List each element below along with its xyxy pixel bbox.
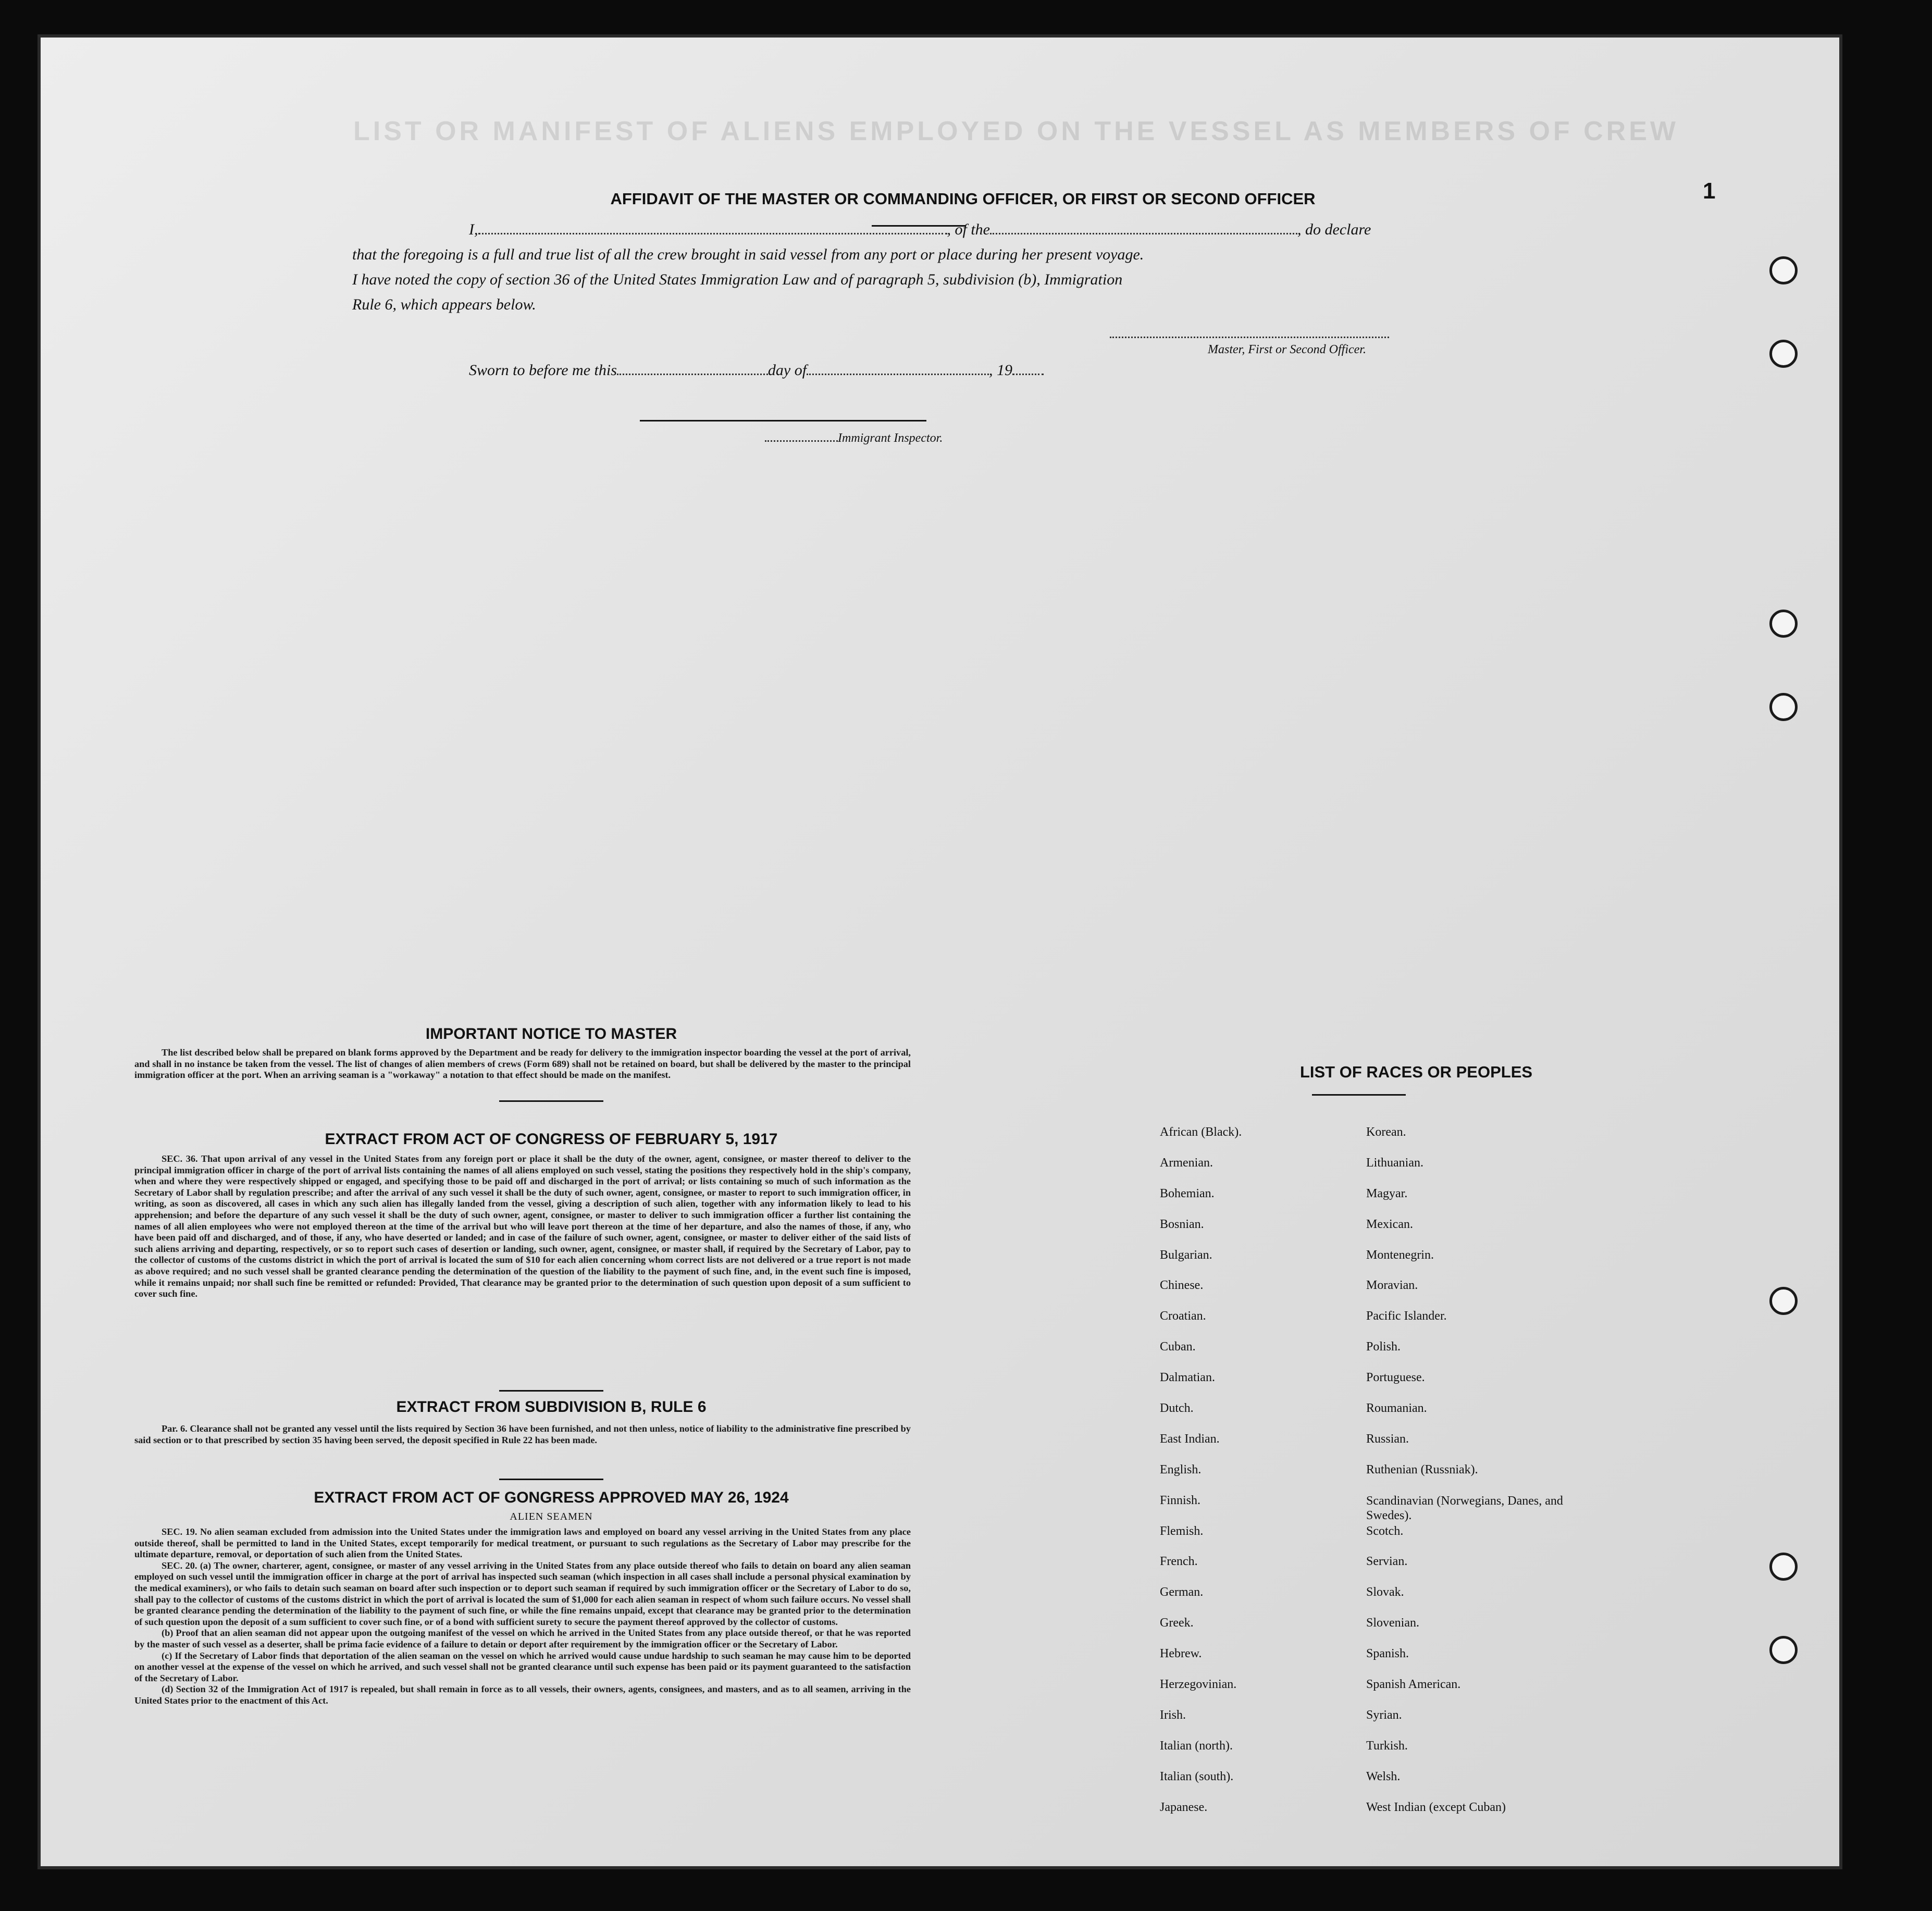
race-item: Chinese. [1160,1279,1204,1293]
races-title: LIST OF RACES OR PEOPLES [1299,1063,1533,1081]
section-divider [499,1100,603,1102]
sec-20a-paragraph: SEC. 20. (a) The owner, charterer, agent, consignee, or master of any vessel arriving in the United States from any place outside thereof who fails to detain on board any alien seaman employed on such vessel until the immigration officer in charge at the port of arrival has inspected such seaman (which inspection in all cases shall include a personal physical examination by the medical examiners), or who fails to detain such seaman on board after such inspection or to deport such seaman if required by such immigration officer or the Secretary of Labor to do so, shall pay to the collector of customs of the customs district in which the port of arrival is located the sum of $1,000 for each alien seaman in respect of whom such failure occurs. No vessel shall be granted clearance pending the determination of the liability to the payment of such fine, or while the fine remains unpaid, except that clearance may be granted prior to the determination of such question upon the deposit of a sum sufficient to cover such fine, or of a bond with sufficient surety to secure the payment thereof approved by the collector of customs. [134,1560,911,1627]
section-divider [499,1479,603,1480]
race-item: Turkish. [1366,1739,1408,1753]
sec-20b-paragraph: (b) Proof that an alien seaman did not appear upon the outgoing manifest of the vessel on which he arrived in the United States from any place outside thereof, or that he was reported by the master of such vessel as a deserter, shall be prima facie evidence of a failure to detain or deport after requirement by the immigration officer or the Secretary of Labor. [134,1628,911,1649]
affidavit-line-3: I have noted the copy of section 36 of the United States Immigration Law and of paragraph 5, subdivision (b), Immigration [352,271,1123,288]
race-item: Croatian. [1160,1309,1206,1323]
race-item: Bulgarian. [1160,1248,1212,1262]
sworn-year-blank[interactable] [1012,374,1044,375]
rule6-paragraph: Par. 6. Clearance shall not be granted any vessel until the lists required by Section 36 have been furnished, and not then unless, notice of liability to the administrative fine prescribed by said section or to that prescribed by section 35 having been served, the deposit specified in Rule 22 has been made. [134,1423,911,1445]
race-item: Bohemian. [1160,1186,1215,1200]
race-item: East Indian. [1160,1432,1220,1446]
race-item: Spanish American. [1366,1678,1461,1692]
races-column-2 [1366,1125,1564,1831]
race-item: Bosnian. [1160,1217,1204,1231]
race-item: Flemish. [1160,1524,1204,1538]
notice-paragraph: The list described below shall be prepared on blank forms approved by the Department and be ready for delivery to the immigration inspector boarding the vessel at the port of arrival, and shall in no instance be taken from the vessel. The list of changes of alien members of crews (Form 689) shall not be retained on board, but shall be delivered by the master to the principal immigration officer at the port. When an arriving seaman is a "workaway" a notation to that effect should be made on the manifest. [134,1047,911,1081]
vessel-name-blank[interactable] [990,233,1297,234]
race-item: Finnish. [1160,1493,1201,1507]
race-item: Roumanian. [1366,1401,1427,1416]
sec-19-paragraph: SEC. 19. No alien seaman excluded from admission into the United States under the immigration laws and employed on board any vessel arriving in the United States from any place outside thereof, shall be permitted to land in the United States, except temporarily for medical treatment, or pursuant to such regulations as the Secretary of Labor may prescribe for the ultimate departure, removal, or deportation of such alien from the United States. [134,1527,911,1560]
affidavit-title: AFFIDAVIT OF THE MASTER OR COMMANDING OFFICER, OR FIRST OR SECOND OFFICER [610,190,1316,208]
extract-1924-text [134,1527,911,1707]
race-item: Slovenian. [1366,1616,1419,1630]
affidavit-line-2: that the foregoing is a full and true list of all the crew brought in said vessel from any port or place during her present voyage. [352,246,1144,263]
bleed-through-header: LIST OR MANIFEST OF ALIENS EMPLOYED ON THE VESSEL AS MEMBERS OF CREW [353,116,1679,146]
race-item: Italian (south). [1160,1769,1234,1783]
sworn-month-blank[interactable] [807,374,989,375]
race-item: Hebrew. [1160,1647,1202,1661]
rule6-text [134,1423,911,1446]
section-divider [499,1390,603,1392]
binder-hole-icon [1769,340,1798,368]
race-item: Lithuanian. [1366,1156,1423,1170]
affidavit-line-4: Rule 6, which appears below. [352,296,536,313]
race-item: English. [1160,1462,1202,1476]
race-item: Slovak. [1366,1585,1404,1599]
inspector-signature-caption [765,431,943,445]
race-item: Greek. [1160,1616,1194,1630]
races-divider [1312,1094,1406,1096]
sworn-day-blank[interactable] [617,374,768,375]
race-item: Korean. [1366,1125,1406,1139]
binder-hole-icon [1769,1636,1798,1664]
master-signature-line[interactable] [1110,337,1389,338]
sec-20d-paragraph: (d) Section 32 of the Immigration Act of 1917 is repealed, but shall remain in force as to all vessels, their owners, agents, consignees, and masters, and as to all seamen, arriving in the United States prior to the enactment of this Act. [134,1684,911,1706]
binder-hole-icon [1769,1287,1798,1315]
extract-1924-subtitle: ALIEN SEAMEN [510,1511,593,1522]
race-item: Magyar. [1366,1186,1408,1200]
page-number: 1 [1703,178,1716,204]
race-item: German. [1160,1585,1204,1599]
race-item: Spanish. [1366,1647,1409,1661]
inspector-signature-line[interactable] [640,420,926,421]
race-item: Pacific Islander. [1366,1309,1447,1323]
race-item: Japanese. [1160,1800,1208,1814]
sworn-year-label: , 19 [989,362,1013,379]
race-item: African (Black). [1160,1125,1242,1139]
race-item: Cuban. [1160,1340,1196,1354]
binder-hole-icon [1769,693,1798,721]
race-item: Armenian. [1160,1156,1213,1170]
extract-1924-title: EXTRACT FROM ACT OF GONGRESS APPROVED MAY 26, 1924 [314,1489,789,1506]
inspector-caption-text: Immigrant Inspector. [838,431,943,445]
binder-hole-icon [1769,256,1798,284]
race-item: Montenegrin. [1366,1248,1434,1262]
notice-title: IMPORTANT NOTICE TO MASTER [425,1025,677,1043]
sec-20c-paragraph: (c) If the Secretary of Labor finds that deportation of the alien seaman on the vessel on which he arrived would cause undue hardship to such seaman he may cause him to be deported on another vessel at the expense of the vessel on which he arrived, and such vessel shall not be granted clearance until such expense has been paid or its payment guaranteed to the satisfaction of the Secretary of Labor. [134,1650,911,1683]
declare-label: , do declare [1297,221,1371,238]
race-item: Servian. [1366,1555,1408,1569]
race-item: Syrian. [1366,1708,1402,1722]
race-item: Dutch. [1160,1401,1194,1416]
race-item: Russian. [1366,1432,1409,1446]
notice-text [134,1047,911,1081]
race-item: Scandinavian (Norwegians, Danes, and Swedes). [1366,1494,1563,1522]
sworn-day-label: day of [767,362,807,379]
master-signature-caption: Master, First or Second Officer. [1208,343,1366,356]
race-item: Scotch. [1366,1524,1404,1538]
race-item: Italian (north). [1160,1739,1233,1753]
vessel-label: , of the [947,221,990,238]
declarant-label: I, [469,221,478,238]
extract-1917-text [134,1153,911,1300]
race-item: Irish. [1160,1708,1186,1722]
race-item: Moravian. [1366,1279,1418,1293]
sworn-prefix: Sworn to before me this [469,362,617,379]
race-item: Portuguese. [1366,1371,1425,1385]
inspector-name-blank[interactable] [765,440,838,442]
race-item: Herzegovinian. [1160,1678,1237,1692]
race-item: Ruthenian (Russniak). [1366,1462,1478,1476]
rule6-title: EXTRACT FROM SUBDIVISION B, RULE 6 [396,1398,707,1416]
race-item: Welsh. [1366,1769,1401,1783]
race-item: West Indian (except Cuban) [1366,1800,1506,1814]
extract-1917-paragraph: SEC. 36. That upon arrival of any vessel in the United States from any foreign port or place it shall be the duty of the owner, agent, consignee, or master thereof to deliver to the principal immigration officer in charge of the port of arrival lists containing the names of all aliens employed on such vessel, stating the positions they respectively hold in the ship's company, when and where they were respectively shipped or engaged, and specifying those to be paid off and discharged in the port of arrival; or lists containing so much of such information as the Secretary of Labor shall by regulation prescribe; and after the arrival of any such vessel it shall be the duty of such owner, agent, consignee, or master to report to such immigration officer, in writing, as soon as discovered, all cases in which any such alien has illegally landed from the vessel, giving a description of such alien, together with any information likely to lead to his apprehension; and before the departure of any such vessel it shall be the duty of such owner, agent, consignee, or master to deliver to such immigration officer a further list containing the names of all alien employees who were not employed thereon at the time of the arrival but who will leave port thereon at the time of her departure, and also the names of those, if any, who have been paid off and discharged, and of those, if any, who have deserted or landed; and in case of the failure of such owner, agent, consignee, or master to deliver either of the said lists of such aliens arriving and departing, respectively, or so to report such cases of desertion or landing, such owner, agent, consignee, or master shall, if required by the Secretary of Labor, pay to the collector of customs of the customs district in which the port of arrival is located the sum of $10 for each alien concerning whom correct lists are not delivered or a true report is not made as above required; and no such vessel shall be granted clearance pending the determination of the question of the liability to the payment of such fine, and, in the event such fine is imposed, while it remains unpaid; nor shall such fine be remitted or refunded: Provided, That clearance may be granted prior to the determination of such question upon deposit of a sum sufficient to cover such fine. [134,1153,911,1299]
race-item: Dalmatian. [1160,1371,1215,1385]
extract-1917-title: EXTRACT FROM ACT OF CONGRESS OF FEBRUARY 5, 1917 [325,1131,778,1148]
binder-hole-icon [1769,610,1798,638]
manifest-sheet [41,38,1839,1866]
race-item: French. [1160,1555,1198,1569]
race-item: Mexican. [1366,1217,1413,1231]
races-column-1 [1160,1125,1242,1831]
race-item: Polish. [1366,1340,1401,1354]
declarant-name-blank[interactable] [478,233,947,234]
affidavit-line-1 [469,221,1371,239]
sworn-line [469,362,1044,379]
binder-hole-icon [1769,1553,1798,1581]
